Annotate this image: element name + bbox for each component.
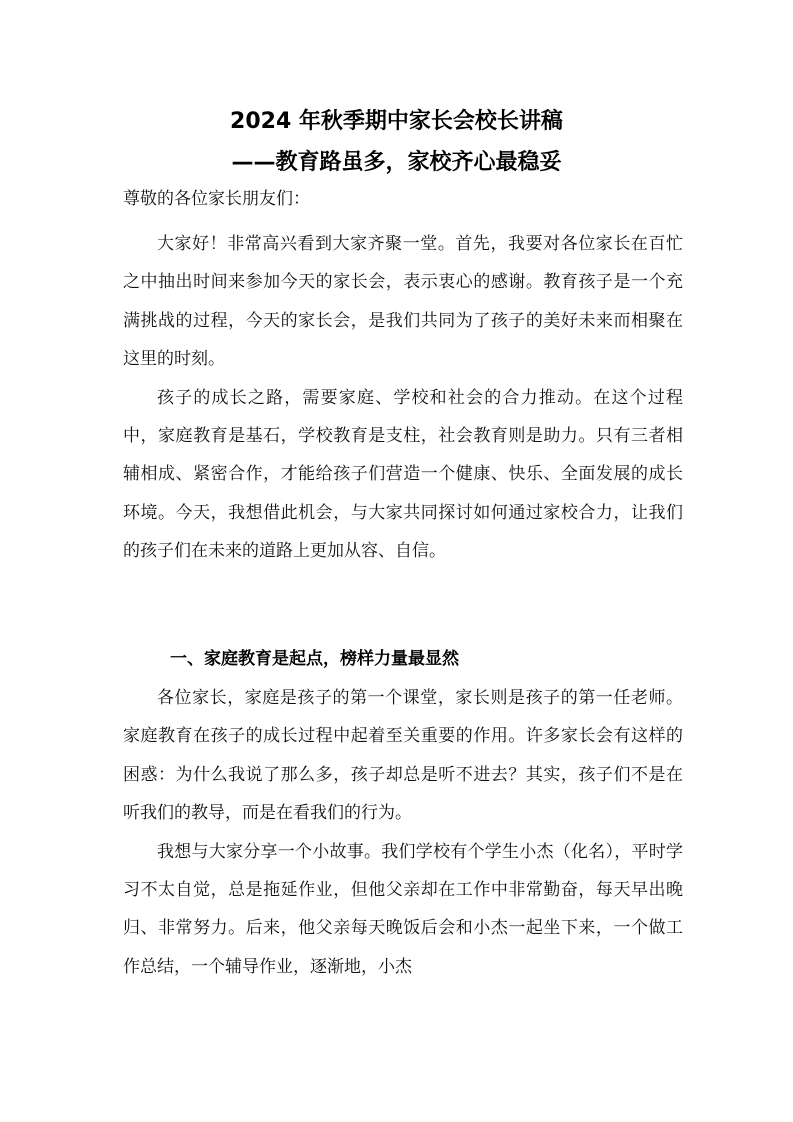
section-heading: 一、家庭教育是起点，榜样力量最显然 xyxy=(170,649,459,669)
paragraph: 孩子的成长之路，需要家庭、学校和社会的合力推动。在这个过程中，家庭教育是基石，学校教育是支柱，社会教育则是助力。只有三者相辅相成、紧密合作，才能给孩子们营造一个健康、快乐、全面发展的成长环境。今天，我想借此机会，与大家共同探讨如何通过家校合力，让我们的孩子们在未来的道路上更加从容、自信。 xyxy=(123,387,683,562)
document-title: 2024 年秋季期中家长会校长讲稿 xyxy=(230,109,563,134)
paragraph: 我想与大家分享一个小故事。我们学校有个学生小杰（化名），平时学习不太自觉，总是拖延作业，但他父亲却在工作中非常勤奋，每天早出晚归、非常努力。后来，他父亲每天晚饭后会和小杰一起坐下来，一个做工作总结，一个辅导作业，逐渐地，小杰 xyxy=(123,841,683,977)
intro-section xyxy=(123,225,683,571)
salutation: 尊敬的各位家长朋友们： xyxy=(123,189,310,209)
section1-body xyxy=(123,679,683,986)
paragraph: 大家好！非常高兴看到大家齐聚一堂。首先，我要对各位家长在百忙之中抽出时间来参加今天的家长会，表示衷心的感谢。教育孩子是一个充满挑战的过程，今天的家长会，是我们共同为了孩子的美好未来而相聚在这里的时刻。 xyxy=(123,234,683,370)
paragraph: 各位家长，家庭是孩子的第一个课堂，家长则是孩子的第一任老师。家庭教育在孩子的成长过程中起着至关重要的作用。许多家长会有这样的困惑：为什么我说了那么多，孩子却总是听不进去？其实，孩子们不是在听我们的教导，而是在看我们的行为。 xyxy=(123,688,683,824)
document-subtitle: ——教育路虽多，家校齐心最稳妥 xyxy=(231,150,562,175)
